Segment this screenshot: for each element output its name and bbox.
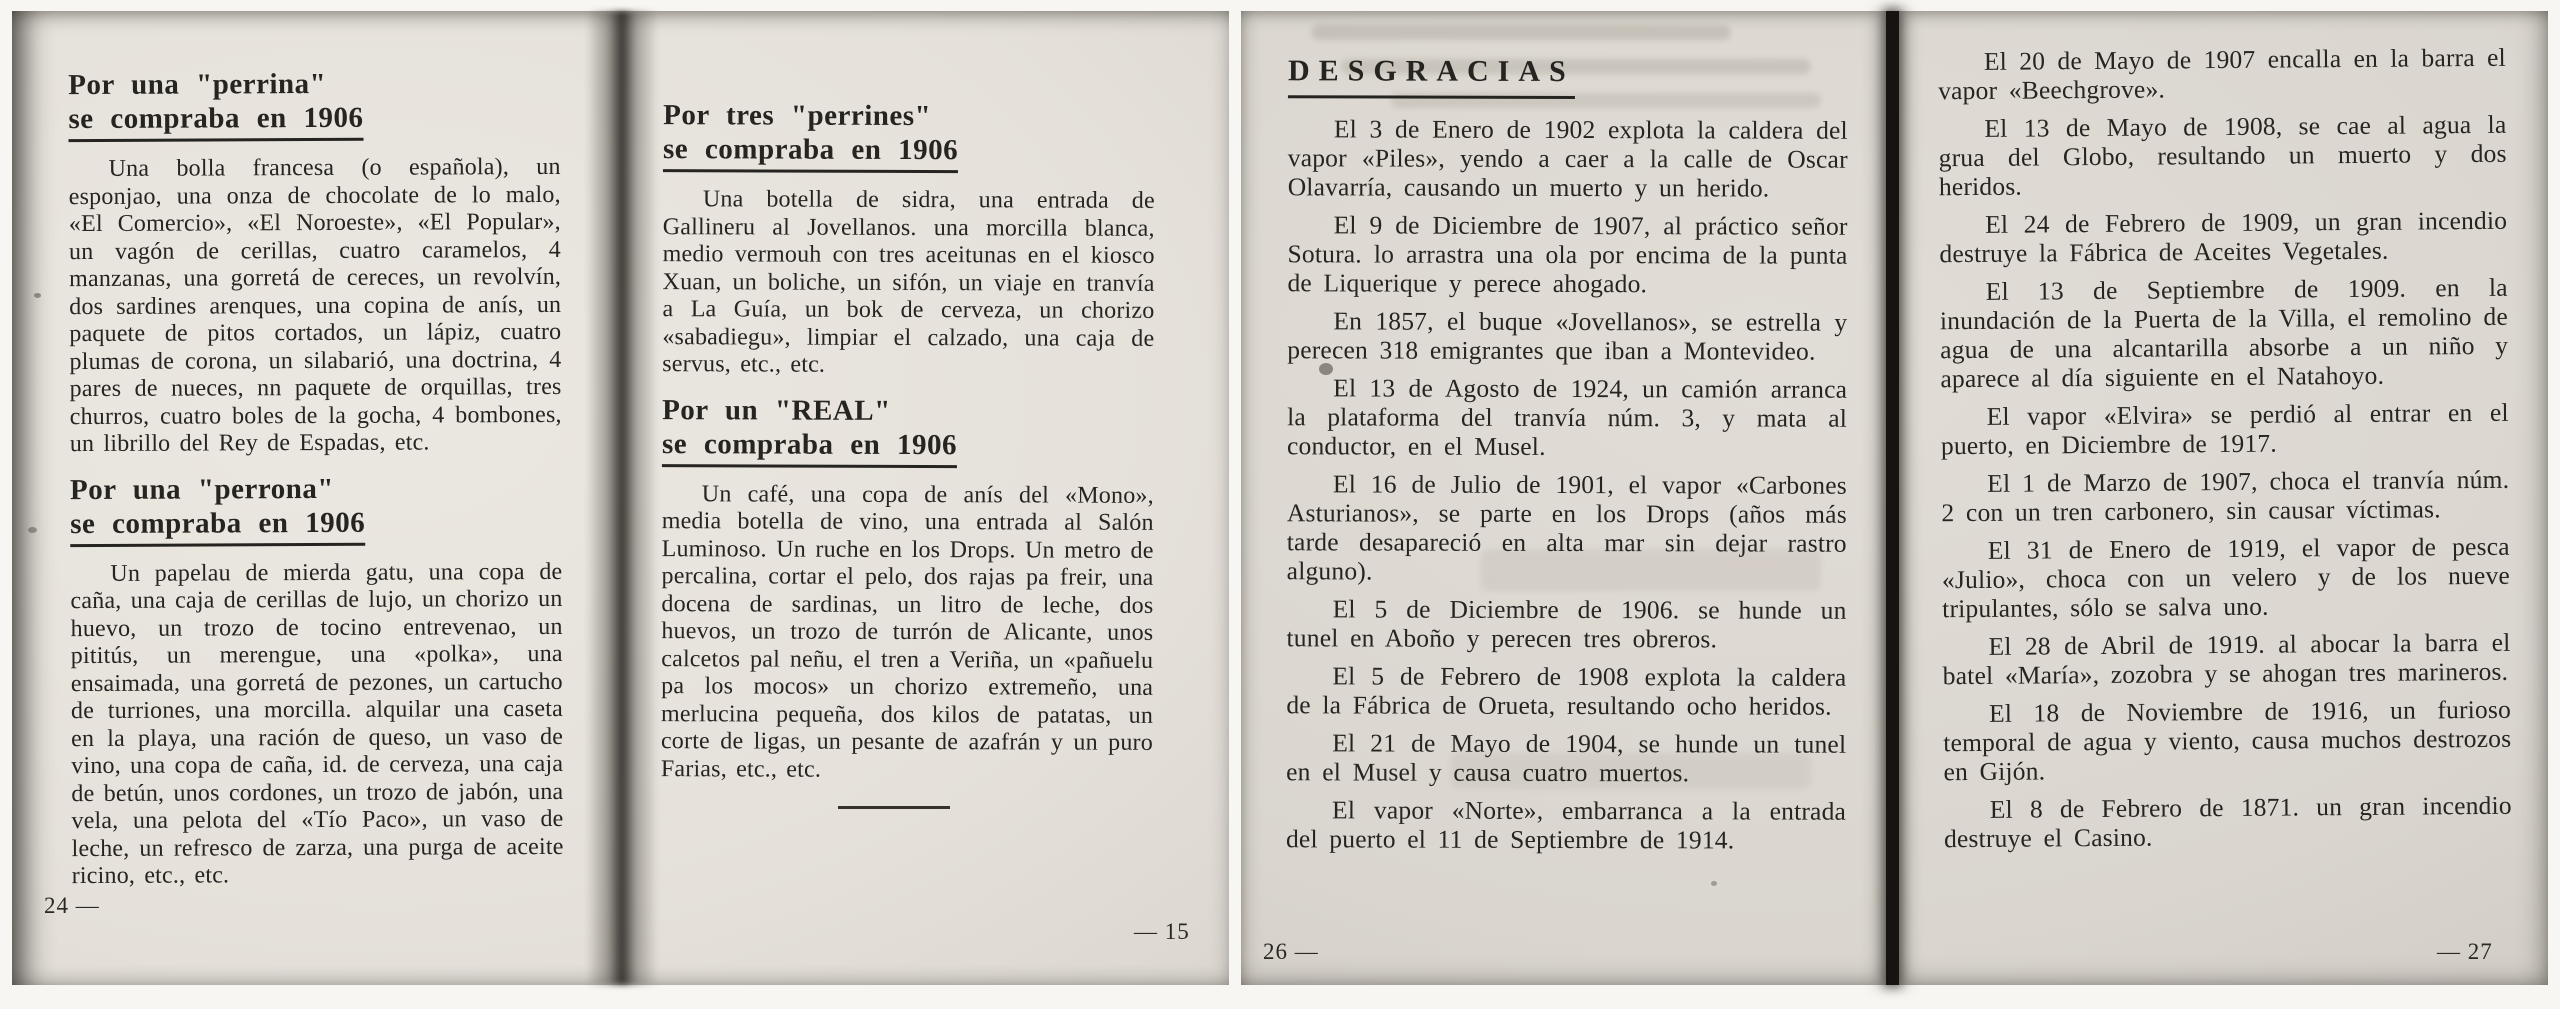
heading-line: Por una "perrina" xyxy=(68,67,327,102)
body-paragraph: El 13 de Agosto de 1924, un camión arranca la plataforma del tranvía núm. 3, y mata al conductor, en el Musel. xyxy=(1286,373,1848,461)
body-paragraph: El vapor «Norte», embarranca a la entrada del puerto el 11 de Septiembre de 1914. xyxy=(1285,795,1847,855)
body-paragraph: El 20 de Mayo de 1907 encalla en la barra el vapor «Beechgrove». xyxy=(1938,42,2507,106)
body-paragraph: El 5 de Diciembre de 1906. se hunde un tunel en Aboño y perecen tres obreros. xyxy=(1286,594,1847,654)
desgracias-heading: DESGRACIAS xyxy=(1288,54,1575,99)
body-paragraph: El 21 de Mayo de 1904, se hunde un tunel en el Musel y causa cuatro muertos. xyxy=(1286,728,1847,788)
bleed-through-smudge xyxy=(1311,25,1731,40)
body-paragraph: El 3 de Enero de 1902 explota la caldera del vapor «Piles», yendo a caer a la calle de Oscar Olavarría, causando un muerto y un herido. xyxy=(1287,114,1848,203)
section-heading xyxy=(663,98,1155,174)
section-heading xyxy=(68,66,560,142)
section-perrines xyxy=(662,98,1155,380)
body-paragraph: El 13 de Septiembre de 1909. en la inundación de la Puerta de la Villa, el remolino de agua de una alcantarilla absorbe a un niño y aparece al día siguiente en el Natahoyo. xyxy=(1939,272,2509,394)
page-24 xyxy=(68,66,564,903)
body-paragraph: El 9 de Diciembre de 1907, al práctico señor Sotura. lo arrastra una ola por encima de la punta de Liquerique y perece ahogado. xyxy=(1287,210,1848,299)
body-paragraph: El 8 de Febrero de 1871. un gran incendio destruye el Casino. xyxy=(1943,790,2512,854)
body-paragraph: El 24 de Febrero de 1909, un gran incendio destruye la Fábrica de Aceites Vegetales. xyxy=(1939,205,2508,269)
body-paragraph: El 28 de Abril de 1919. al abocar la barra el batel «María», zozobra y se ahogan tres marineros. xyxy=(1942,627,2511,691)
page-number-25: — 15 xyxy=(1134,919,1190,944)
heading-line-underlined: se compraba en 1906 xyxy=(70,505,365,546)
body-paragraph: El 1 de Marzo de 1907, choca el tranvía núm. 2 con un tren carbonero, sin causar víctimas. xyxy=(1941,464,2510,528)
body-paragraph: Un papelau de mierda gatu, una copa de caña, una caja de cerillas de lujo, un chorizo un huevo, un trozo de tocino entrevenao, un pititús, un merengue, una «polka», una ensaimada, una gorretá de pezones, un cartucho de turriones, una morcilla. alquilar una caseta en la playa, una ración de queso, un vaso de vino, una copa de caña, id. de cerveza, una caja de betún, unos cordones, un trozo de jabón, una vela, una pelota del «Tío Paco», un vaso de leche, un refresco de zarza, una purga de aceite ricino, etc., etc. xyxy=(70,558,564,890)
heading-line-underlined: se compraba en 1906 xyxy=(68,101,363,142)
section-perrona xyxy=(70,470,564,890)
section-real xyxy=(661,393,1154,785)
paper-speckle xyxy=(1711,881,1717,886)
heading-line: Por una "perrona" xyxy=(69,472,334,506)
body-paragraph: Un café, una copa de anís del «Mono», media botella de vino, una entrada al Salón Luminoso. Un ruche en los Drops. Un metro de percalina, cortar el pelo, dos rajas pa freir, una docena de sardinas, un litro de leche, dos huevos, un trozo de turrón de Alicante, unos calcetos pal neñu, el tren a Veriña, un «pañuelu pa los mocos» un chorizo extremeño, una merlucina pequeña, dos kilos de patatas, un corte de ligas, un pesante de azafrán y un puro Farias, etc., etc. xyxy=(660,480,1154,783)
page-25 xyxy=(661,98,1155,797)
page-26 xyxy=(1286,54,1848,863)
body-paragraph: El 13 de Mayo de 1908, se cae al agua la grua del Globo, resultando un muerto y dos heridos. xyxy=(1938,109,2507,202)
heading-line-underlined: se compraba en 1906 xyxy=(663,132,958,173)
heading-line: Por un "REAL" xyxy=(662,393,891,427)
page-27 xyxy=(1938,43,2512,862)
page-number-26: 26 — xyxy=(1263,939,1319,964)
page-number-27: — 27 xyxy=(2437,939,2493,964)
book-gutter-shadow xyxy=(586,11,658,985)
section-divider-rule xyxy=(838,806,950,809)
body-paragraph: El vapor «Elvira» se perdió al entrar en el puerto, en Diciembre de 1917. xyxy=(1940,397,2509,461)
paper-speckle xyxy=(34,293,41,298)
spread-pages-26-27 xyxy=(1241,11,2548,985)
heading-line: Por tres "perrines" xyxy=(663,99,932,133)
section-heading xyxy=(662,393,1154,469)
spread-pages-24-25 xyxy=(12,11,1229,985)
page-number-24: 24 — xyxy=(44,893,100,918)
section-heading xyxy=(70,470,562,546)
body-paragraph: Una botella de sidra, una entrada de Gallineru al Jovellanos. una morcilla blanca, medio vermouh con tres aceitunas en el kiosco Xuan, un boliche, un sifón, un viaje en tranvía a La Guía, un bok de cerveza, un chorizo «sabadiegu», limpiar el calzado, una caja de servus, etc., etc. xyxy=(662,186,1155,378)
body-paragraph: En 1857, el buque «Jovellanos», se estrella y perecen 318 emigrantes que iban a Montevideo. xyxy=(1287,306,1848,366)
body-paragraph: El 5 de Febrero de 1908 explota la caldera de la Fábrica de Orueta, resultando ocho heridos. xyxy=(1286,661,1847,721)
body-paragraph: El 31 de Enero de 1919, el vapor de pesca «Julio», choca con un velero y de los nueve tripulantes, sólo se salva uno. xyxy=(1941,531,2511,624)
book-spine-shadow xyxy=(1886,11,1899,985)
heading-line-underlined: se compraba en 1906 xyxy=(662,427,957,468)
body-paragraph: El 16 de Julio de 1901, el vapor «Carbones Asturianos», se parte en los Drops (años más tarde desapareció en alta mar sin dejar rastro alguno). xyxy=(1286,469,1847,586)
body-paragraph: El 18 de Noviembre de 1916, un furioso temporal de agua y viento, causa muchos destrozos en Gijón. xyxy=(1943,694,2512,787)
body-paragraph: Una bolla francesa (o española), un esponjao, una onza de chocolate de lo malo, «El Comercio», «El Noroeste», «El Popular», un vagón de cerillas, cuatro caramelos, 4 manzanas, una gorretá de cereces, un revolvín, dos sardines arenques, una copina de anís, un paquete de pitos cortados, un lápiz, cuatro plumas de corona, un silabarió, una doctrina, 4 pares de nueces, nn paquete de orquillas, tres churros, cuatro boles de la gocha, 4 bombones, un librillo del Rey de Espadas, etc. xyxy=(68,153,562,458)
paper-speckle xyxy=(28,527,37,533)
section-perrina xyxy=(68,66,562,459)
